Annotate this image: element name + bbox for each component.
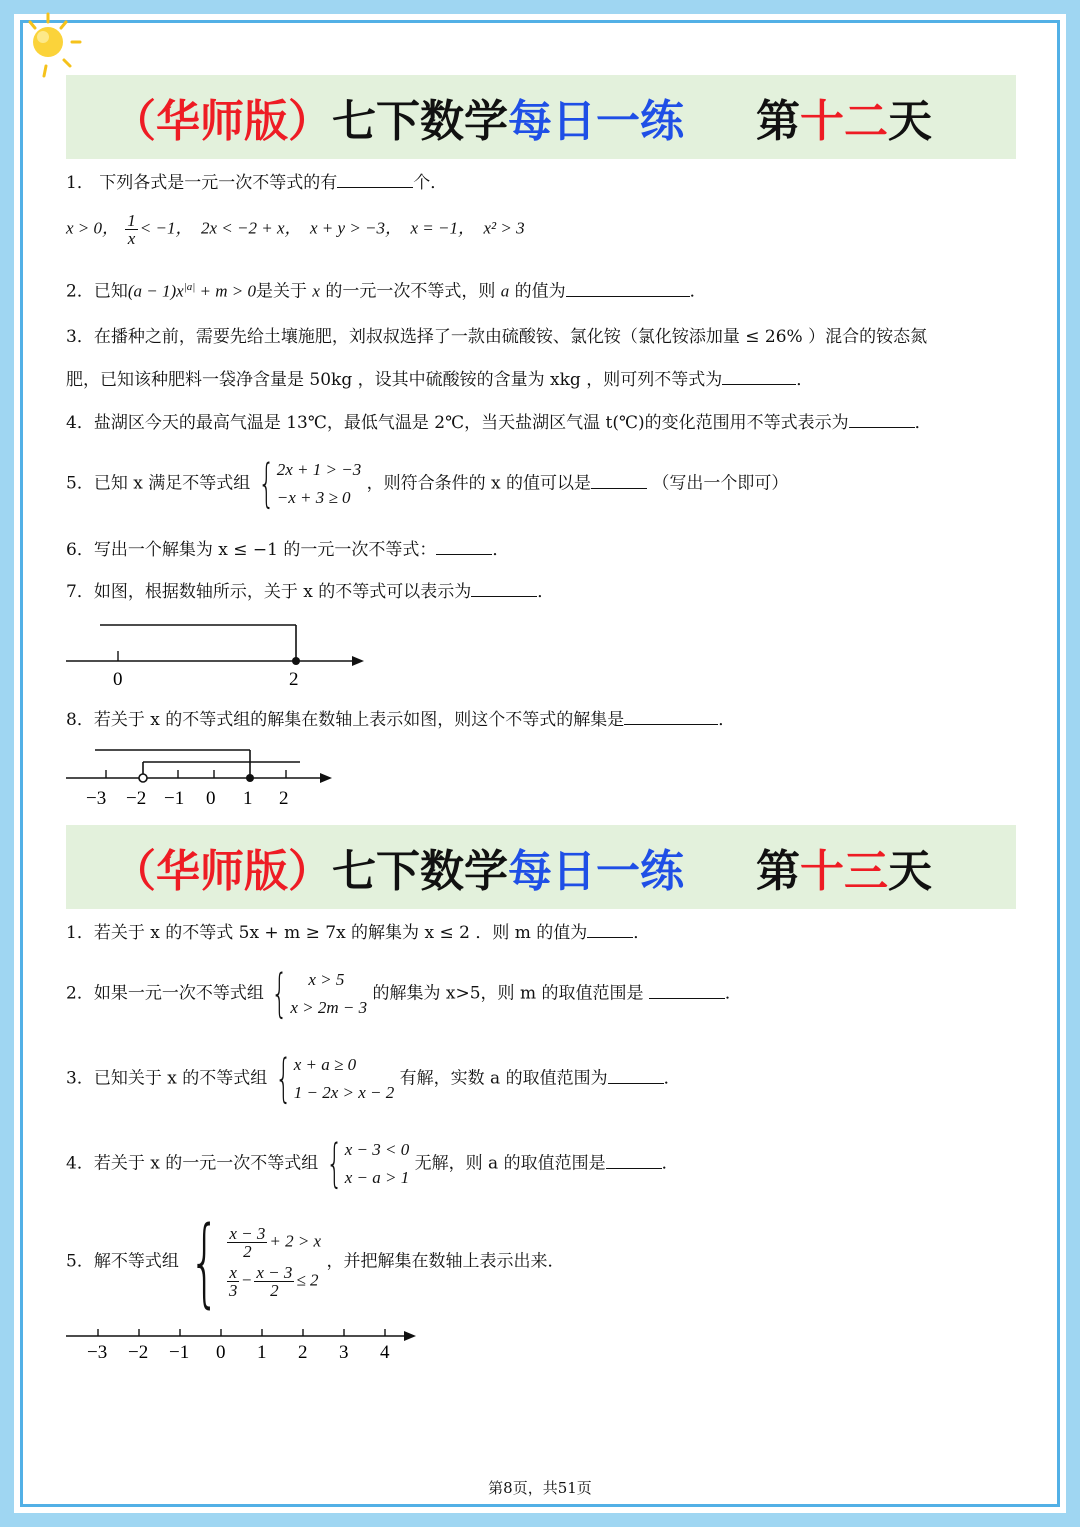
- day13-title-banner: [66, 825, 1016, 909]
- d13-question-4: 4．若关于 x 的一元一次不等式组 { x − 3 < 0 x − a > 1 无解，则 a 的取值范围是 ．: [66, 1134, 679, 1194]
- left-brace: {: [189, 1206, 221, 1318]
- answer-blank[interactable]: [608, 1067, 664, 1084]
- inequality-system: { $\frac{x - 3}{2}$ + 2 > x $\frac{x}{3}$ − $\frac{x - 3}{2}$ ≤ 2: [189, 1206, 322, 1318]
- d12-question-1: 1． 下列各式是一元一次不等式的有 个．: [66, 173, 448, 193]
- answer-blank[interactable]: [722, 368, 796, 385]
- tick-label: 0: [113, 669, 123, 690]
- tick-label: 2: [279, 788, 289, 809]
- inequality-system: { x + a ≥ 0 1 − 2x > x − 2: [274, 1049, 395, 1109]
- answer-blank[interactable]: [649, 982, 725, 999]
- answer-blank[interactable]: [606, 1152, 662, 1169]
- tick-label: −1: [169, 1342, 190, 1363]
- solid-point: [246, 774, 254, 782]
- d12-question-3-line2: 肥，已知该种肥料一袋净含量是 50kg ，设其中硫酸铵的含量为 xkg ，则可列不等式为 ．: [66, 370, 814, 390]
- title-day-prefix: 第: [756, 846, 800, 897]
- title-edition: （华师版）: [112, 846, 332, 897]
- title-subject: 七下数学: [332, 846, 508, 897]
- d12-question-1-expressions: x > 0， $\frac{1}{x}$ < −1， 2x < −2 + x， x + y > −3， x = −1， x² > 3: [66, 211, 525, 248]
- title-subject: 七下数学: [332, 96, 508, 147]
- answer-blank[interactable]: [471, 580, 537, 597]
- d12-question-4: 4．盐湖区今天的最高气温是 13℃，最低气温是 2℃，当天盐湖区气温 t(℃)的变化范围用不等式表示为 ．: [66, 413, 932, 433]
- tick-label: 1: [243, 788, 253, 809]
- title-day-number: 十三: [800, 846, 888, 897]
- d12-question-2: 2．已知$(a - 1)x^{|a|} + m > 0$是关于 x 的一元一次不等式，则 a 的值为 ．: [66, 281, 707, 302]
- answer-blank[interactable]: [587, 921, 633, 938]
- axis-ticks: [106, 770, 286, 778]
- d12-question-8: 8．若关于 x 的不等式组的解集在数轴上表示如图，则这个不等式的解集是 ．: [66, 710, 736, 730]
- inequality-system: { x − 3 < 0 x − a > 1: [325, 1134, 410, 1194]
- arrow-head: [404, 1331, 416, 1341]
- left-brace: {: [257, 454, 275, 514]
- arrow-head: [352, 656, 364, 666]
- title-day-suffix: 天: [888, 846, 932, 897]
- title-daily-practice: 每日一练: [508, 846, 684, 897]
- answer-blank[interactable]: [624, 708, 718, 725]
- tick-label: −3: [86, 788, 107, 809]
- title-day-suffix: 天: [888, 96, 932, 147]
- d12-question-7: 7．如图，根据数轴所示，关于 x 的不等式可以表示为 ．: [66, 582, 555, 602]
- tick-label: −2: [128, 1342, 149, 1363]
- tick-label: −1: [164, 788, 185, 809]
- axis-ticks: [98, 1329, 385, 1336]
- day12-title-banner: [66, 75, 1016, 159]
- answer-blank[interactable]: [591, 472, 647, 489]
- tick-label: −2: [126, 788, 147, 809]
- title-day-number: 十二: [800, 96, 888, 147]
- page-footer: 第8页，共51页: [488, 1479, 592, 1497]
- tick-label: −3: [87, 1342, 108, 1363]
- d13-question-1: 1．若关于 x 的不等式 5x + m ≥ 7x 的解集为 x ≤ 2 ．则 m 的值为 ．: [66, 923, 651, 943]
- title-day-prefix: 第: [756, 96, 800, 147]
- tick-label: 0: [206, 788, 216, 809]
- d13-q5-number-line: [60, 1322, 430, 1370]
- d12-q7-number-line: [60, 615, 380, 695]
- title-edition: （华师版）: [112, 96, 332, 147]
- d13-question-5: 5．解不等式组 { $\frac{x - 3}{2}$ + 2 > x $\frac{x}{3}$ − $\frac{x - 3}{2}$ ≤ 2 ，并把解集在数轴上表示出来．: [66, 1206, 565, 1318]
- answer-blank[interactable]: [337, 171, 413, 188]
- title-daily-practice: 每日一练: [508, 96, 684, 147]
- answer-blank[interactable]: [849, 411, 915, 428]
- inequality-system: { 2x + 1 > −3 −x + 3 ≥ 0: [257, 454, 362, 514]
- arrow-head: [320, 773, 332, 783]
- inequality-system: { x > 5 x > 2m − 3: [271, 964, 368, 1024]
- d12-question-3: 3．在播种之前，需要先给土壤施肥，刘叔叔选择了一款由硫酸铵、氯化铵（氯化铵添加量 ≤ 26% ）混合的铵态氮: [66, 327, 928, 347]
- tick-label: 2: [298, 1342, 308, 1363]
- left-brace: {: [274, 1049, 292, 1109]
- tick-label: 4: [380, 1342, 390, 1363]
- tick-label: 1: [257, 1342, 267, 1363]
- d13-question-3: 3．已知关于 x 的不等式组 { x + a ≥ 0 1 − 2x > x − 2 有解，实数 a 的取值范围为 ．: [66, 1049, 681, 1109]
- open-point: [139, 774, 147, 782]
- solid-point: [292, 657, 300, 665]
- fraction: $\frac{1}{x}$: [127, 211, 136, 248]
- d12-q8-number-line: [60, 740, 350, 812]
- answer-blank[interactable]: [436, 538, 492, 555]
- tick-label: 2: [289, 669, 299, 690]
- tick-label: 3: [339, 1342, 349, 1363]
- d13-question-2: 2．如果一元一次不等式组 { x > 5 x > 2m − 3 的解集为 x>5，则 m 的取值范围是 ．: [66, 964, 742, 1024]
- tick-label: 0: [216, 1342, 226, 1363]
- d12-question-5: 5．已知 x 满足不等式组 { 2x + 1 > −3 −x + 3 ≥ 0 ，则符合条件的 x 的值可以是 （写出一个即可）: [66, 454, 789, 514]
- left-brace: {: [271, 964, 289, 1024]
- left-brace: {: [325, 1134, 343, 1194]
- d12-question-6: 6．写出一个解集为 x ≤ −1 的一元一次不等式： ．: [66, 540, 510, 560]
- answer-blank[interactable]: [566, 280, 690, 297]
- sun-icon: [18, 10, 88, 80]
